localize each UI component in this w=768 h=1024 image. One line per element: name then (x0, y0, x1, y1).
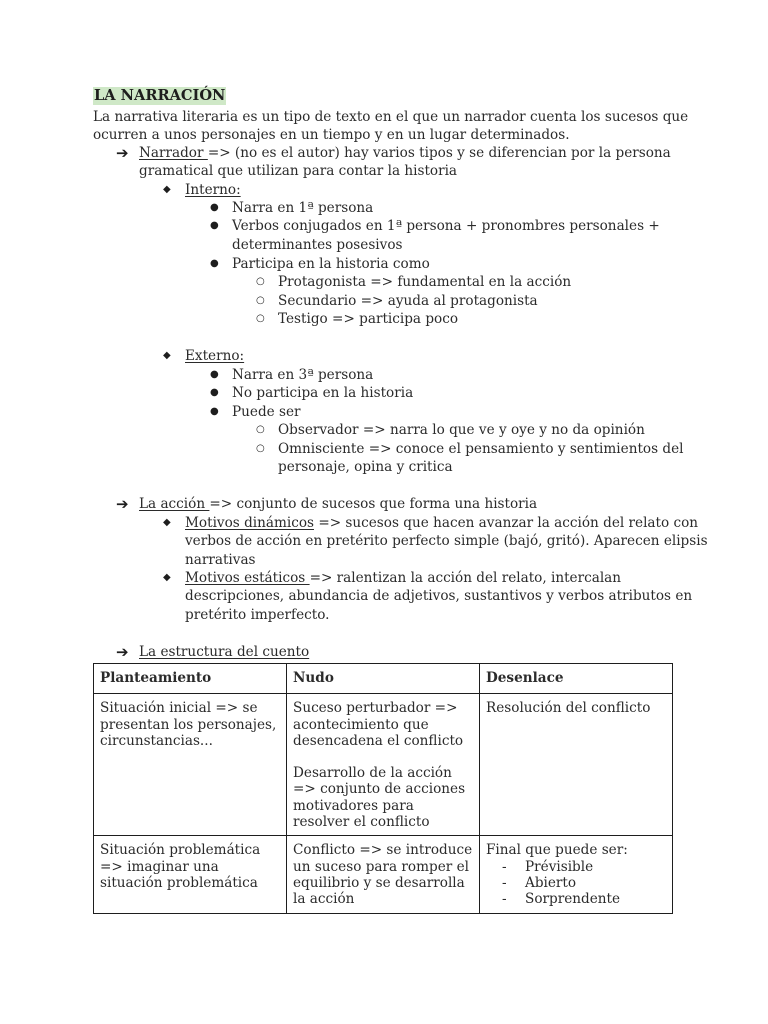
diamond-icon: ◆ (163, 350, 171, 361)
narrador-line-2: gramatical que utilizan para contar la historia (139, 163, 458, 179)
dinamicos-line-2: verbos de acción en pretérito perfecto simple (bajó, gritó). Aparecen elipsis (185, 533, 708, 549)
sub-item: Protagonista => fundamental en la acción (278, 274, 572, 290)
arrow-icon: ➔ (116, 495, 129, 513)
list-item (486, 891, 666, 907)
narrador-desc: => (no es el autor) hay varios tipos y se diferencian por la persona (207, 145, 671, 161)
final-option: Prévisible (525, 858, 594, 875)
cell-situacion-inicial: Situación inicial => se presentan los personajes, circunstancias... (94, 694, 287, 836)
desarrollo-accion: Desarrollo de la acción => conjunto de acciones motivadores para resolver el conflicto (293, 765, 466, 830)
circle-icon: ○ (256, 443, 265, 454)
estaticos-line-1 (185, 569, 621, 587)
narrador-line-1 (139, 144, 671, 162)
bullet-icon: ● (210, 406, 219, 417)
header-planteamiento: Planteamiento (94, 664, 287, 694)
bullet-icon: ● (210, 369, 219, 380)
dash-glyph: - (502, 858, 507, 875)
list-item (486, 875, 666, 891)
dinamicos-label: Motivos dinámicos (185, 515, 314, 531)
list-item: No participa en la historia (232, 385, 414, 401)
final-option: Abierto (525, 874, 577, 891)
dinamicos-line-1 (185, 514, 698, 532)
dinamicos-desc: => sucesos que hacen avanzar la acción del relato con (314, 515, 699, 531)
dash-glyph: - (502, 874, 507, 891)
final-intro: Final que puede ser: (486, 842, 628, 859)
bullet-icon: ● (210, 202, 219, 213)
final-option: Sorprendente (525, 891, 621, 908)
sub-item: Omnisciente => conoce el pensamiento y sentimientos del (278, 441, 684, 457)
intro-line-2: ocurren a unos personajes en un tiempo y en un lugar determinados. (93, 127, 570, 143)
diamond-icon: ◆ (163, 184, 171, 195)
estaticos-line-3: pretérito imperfecto. (185, 607, 330, 623)
dash-glyph: - (502, 891, 507, 908)
list-item: Narra en 1ª persona (232, 200, 374, 216)
circle-icon: ○ (256, 313, 265, 324)
cell-resolucion: Resolución del conflicto (480, 694, 673, 836)
list-item: Verbos conjugados en 1ª persona + pronombres personales + (232, 218, 660, 234)
list-item: Puede ser (232, 404, 301, 420)
circle-icon: ○ (256, 424, 265, 435)
cell-situacion-problematica: Situación problemática => imaginar una situación problemática (94, 836, 287, 914)
estaticos-line-2: descripciones, abundancia de adjetivos, sustantivos y verbos atributos en (185, 588, 693, 604)
accion-line (139, 495, 537, 513)
estaticos-desc: => ralentizan la acción del relato, intercalan (309, 570, 622, 586)
table-row (94, 836, 673, 914)
bullet-icon: ● (210, 258, 219, 269)
list-item: Narra en 3ª persona (232, 367, 374, 383)
sub-item: Testigo => participa poco (278, 311, 459, 327)
circle-icon: ○ (256, 276, 265, 287)
estructura-label: La estructura del cuento (139, 644, 310, 660)
header-desenlace: Desenlace (480, 664, 673, 694)
dinamicos-line-3: narrativas (185, 552, 256, 568)
cell-conflicto: Conflicto => se introduce un suceso para romper el equilibrio y se desarrolla la acción (287, 836, 480, 914)
header-nudo: Nudo (287, 664, 480, 694)
list-item: Participa en la historia como (232, 256, 430, 272)
suceso-perturbador: Suceso perturbador => acontecimiento que desencadena el conflicto (293, 700, 464, 749)
accion-label: La acción (139, 496, 210, 512)
sub-item-cont: personaje, opina y critica (278, 459, 453, 475)
cell-final (480, 836, 673, 914)
externo-label: Externo: (185, 348, 245, 364)
diamond-icon: ◆ (163, 572, 171, 583)
table-row (94, 694, 673, 836)
story-structure-table (93, 663, 673, 914)
intro-line-1: La narrativa literaria es un tipo de texto en el que un narrador cuenta los sucesos que (93, 109, 689, 125)
estaticos-label: Motivos estáticos (185, 570, 310, 586)
bullet-icon: ● (210, 387, 219, 398)
sub-item: Observador => narra lo que ve y oye y no da opinión (278, 422, 645, 438)
diamond-icon: ◆ (163, 517, 171, 528)
table-header-row (94, 664, 673, 694)
accion-desc: => conjunto de sucesos que forma una historia (209, 496, 538, 512)
circle-icon: ○ (256, 295, 265, 306)
cell-nudo-1 (287, 694, 480, 836)
interno-label: Interno: (185, 182, 241, 198)
list-item (486, 859, 666, 875)
page-title: LA NARRACIÓN (94, 87, 226, 104)
arrow-icon: ➔ (116, 144, 129, 162)
arrow-icon: ➔ (116, 643, 129, 661)
list-item-cont: determinantes posesivos (232, 237, 403, 253)
sub-item: Secundario => ayuda al protagonista (278, 293, 538, 309)
narrador-label: Narrador (139, 145, 208, 161)
bullet-icon: ● (210, 220, 219, 231)
